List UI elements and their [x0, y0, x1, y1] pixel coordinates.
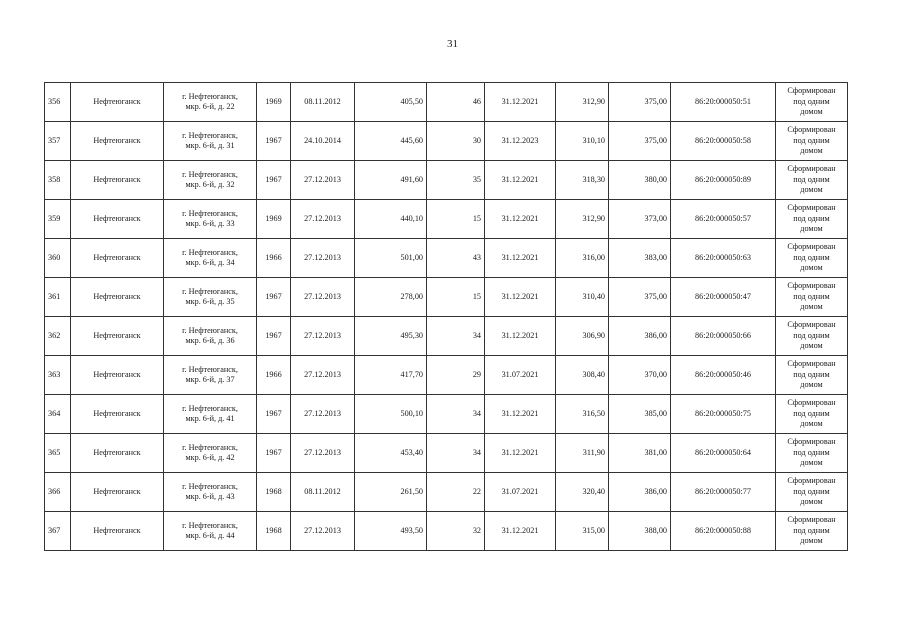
land-status-cell	[776, 317, 848, 356]
build-year-cell: 1966	[257, 356, 291, 395]
city-cell: Нефтеюганск	[71, 356, 164, 395]
resident-count-cell: 43	[427, 239, 485, 278]
value-1-cell: 308,40	[556, 356, 609, 395]
area-cell: 445,60	[355, 122, 427, 161]
address-line: г. Нефтеюганск,	[182, 481, 238, 491]
address-line: мкр. 6-й, д. 44	[185, 531, 235, 540]
land-status-line: Сформирован	[787, 125, 836, 135]
row-number-cell: 362	[45, 317, 71, 356]
cadastral-number-cell: 86:20:000050:66	[671, 317, 776, 356]
address-line: мкр. 6-й, д. 43	[185, 492, 235, 501]
cadastral-number-cell: 86:20:000050:58	[671, 122, 776, 161]
table-row	[45, 83, 848, 122]
address-cell	[164, 473, 257, 512]
deadline-date-cell: 31.12.2021	[485, 278, 556, 317]
land-status-line: под одним	[793, 96, 830, 106]
land-status-line: под одним	[793, 291, 830, 301]
city-cell: Нефтеюганск	[71, 83, 164, 122]
land-status-line: домом	[800, 263, 823, 273]
land-status-line: Сформирован	[787, 164, 836, 174]
decision-date-cell: 27.12.2013	[291, 434, 355, 473]
build-year-cell: 1967	[257, 317, 291, 356]
land-status-line: под одним	[793, 369, 830, 379]
city-cell: Нефтеюганск	[71, 395, 164, 434]
land-status-line: домом	[800, 458, 823, 468]
land-status-cell	[776, 434, 848, 473]
value-2-cell: 381,00	[609, 434, 671, 473]
land-status-cell	[776, 239, 848, 278]
deadline-date-cell: 31.12.2021	[485, 83, 556, 122]
address-line: мкр. 6-й, д. 42	[185, 453, 235, 462]
address-cell	[164, 395, 257, 434]
build-year-cell: 1967	[257, 434, 291, 473]
table-row	[45, 395, 848, 434]
area-cell: 501,00	[355, 239, 427, 278]
cadastral-number-cell: 86:20:000050:57	[671, 200, 776, 239]
land-status-cell	[776, 356, 848, 395]
area-cell: 405,50	[355, 83, 427, 122]
land-status-line: домом	[800, 380, 823, 390]
value-2-cell: 386,00	[609, 473, 671, 512]
address-cell	[164, 122, 257, 161]
decision-date-cell: 27.12.2013	[291, 200, 355, 239]
address-cell	[164, 200, 257, 239]
area-cell: 278,00	[355, 278, 427, 317]
land-status-line: домом	[800, 302, 823, 312]
address-line: мкр. 6-й, д. 22	[185, 102, 235, 111]
land-status-line: домом	[800, 536, 823, 546]
decision-date-cell: 27.12.2013	[291, 356, 355, 395]
address-line: г. Нефтеюганск,	[182, 91, 238, 101]
value-1-cell: 320,40	[556, 473, 609, 512]
value-2-cell: 373,00	[609, 200, 671, 239]
row-number-cell: 364	[45, 395, 71, 434]
cadastral-number-cell: 86:20:000050:77	[671, 473, 776, 512]
resident-count-cell: 15	[427, 200, 485, 239]
land-status-cell	[776, 395, 848, 434]
cadastral-number-cell: 86:20:000050:63	[671, 239, 776, 278]
deadline-date-cell: 31.12.2021	[485, 395, 556, 434]
row-number-cell: 357	[45, 122, 71, 161]
row-number-cell: 366	[45, 473, 71, 512]
build-year-cell: 1967	[257, 122, 291, 161]
address-cell	[164, 317, 257, 356]
cadastral-number-cell: 86:20:000050:64	[671, 434, 776, 473]
city-cell: Нефтеюганск	[71, 161, 164, 200]
address-line: г. Нефтеюганск,	[182, 364, 238, 374]
value-2-cell: 388,00	[609, 512, 671, 551]
address-cell	[164, 356, 257, 395]
land-status-line: под одним	[793, 447, 830, 457]
row-number-cell: 363	[45, 356, 71, 395]
address-line: г. Нефтеюганск,	[182, 325, 238, 335]
table-body	[45, 83, 848, 551]
land-status-line: под одним	[793, 135, 830, 145]
row-number-cell: 359	[45, 200, 71, 239]
row-number-cell: 361	[45, 278, 71, 317]
address-line: г. Нефтеюганск,	[182, 130, 238, 140]
value-1-cell: 316,50	[556, 395, 609, 434]
land-status-cell	[776, 200, 848, 239]
address-line: мкр. 6-й, д. 37	[185, 375, 235, 384]
resident-count-cell: 30	[427, 122, 485, 161]
value-2-cell: 380,00	[609, 161, 671, 200]
land-status-line: под одним	[793, 525, 830, 535]
value-1-cell: 316,00	[556, 239, 609, 278]
resident-count-cell: 29	[427, 356, 485, 395]
land-status-cell	[776, 161, 848, 200]
table-row	[45, 434, 848, 473]
address-cell	[164, 512, 257, 551]
value-1-cell: 312,90	[556, 200, 609, 239]
area-cell: 491,60	[355, 161, 427, 200]
city-cell: Нефтеюганск	[71, 200, 164, 239]
land-status-line: под одним	[793, 252, 830, 262]
resident-count-cell: 22	[427, 473, 485, 512]
address-line: г. Нефтеюганск,	[182, 169, 238, 179]
land-status-line: под одним	[793, 330, 830, 340]
land-status-line: Сформирован	[787, 359, 836, 369]
decision-date-cell: 08.11.2012	[291, 473, 355, 512]
build-year-cell: 1966	[257, 239, 291, 278]
address-cell	[164, 161, 257, 200]
cadastral-number-cell: 86:20:000050:89	[671, 161, 776, 200]
city-cell: Нефтеюганск	[71, 239, 164, 278]
build-year-cell: 1968	[257, 512, 291, 551]
decision-date-cell: 24.10.2014	[291, 122, 355, 161]
resident-count-cell: 35	[427, 161, 485, 200]
land-status-cell	[776, 122, 848, 161]
decision-date-cell: 27.12.2013	[291, 395, 355, 434]
resident-count-cell: 46	[427, 83, 485, 122]
table-row	[45, 356, 848, 395]
address-cell	[164, 434, 257, 473]
row-number-cell: 356	[45, 83, 71, 122]
city-cell: Нефтеюганск	[71, 512, 164, 551]
land-status-line: под одним	[793, 408, 830, 418]
land-status-line: Сформирован	[787, 437, 836, 447]
resident-count-cell: 34	[427, 317, 485, 356]
row-number-cell: 360	[45, 239, 71, 278]
area-cell: 453,40	[355, 434, 427, 473]
row-number-cell: 358	[45, 161, 71, 200]
value-1-cell: 306,90	[556, 317, 609, 356]
city-cell: Нефтеюганск	[71, 434, 164, 473]
address-cell	[164, 239, 257, 278]
table-row	[45, 473, 848, 512]
row-number-cell: 367	[45, 512, 71, 551]
land-status-line: Сформирован	[787, 86, 836, 96]
deadline-date-cell: 31.12.2021	[485, 200, 556, 239]
address-line: мкр. 6-й, д. 34	[185, 258, 235, 267]
cadastral-number-cell: 86:20:000050:46	[671, 356, 776, 395]
land-status-line: Сформирован	[787, 242, 836, 252]
value-1-cell: 315,00	[556, 512, 609, 551]
address-line: г. Нефтеюганск,	[182, 520, 238, 530]
row-number-cell: 365	[45, 434, 71, 473]
land-status-cell	[776, 512, 848, 551]
land-status-line: под одним	[793, 213, 830, 223]
land-status-line: домом	[800, 497, 823, 507]
deadline-date-cell: 31.07.2021	[485, 473, 556, 512]
address-line: г. Нефтеюганск,	[182, 247, 238, 257]
address-line: мкр. 6-й, д. 32	[185, 180, 235, 189]
land-status-line: домом	[800, 107, 823, 117]
build-year-cell: 1968	[257, 473, 291, 512]
city-cell: Нефтеюганск	[71, 473, 164, 512]
decision-date-cell: 27.12.2013	[291, 317, 355, 356]
resident-count-cell: 15	[427, 278, 485, 317]
resident-count-cell: 32	[427, 512, 485, 551]
decision-date-cell: 27.12.2013	[291, 239, 355, 278]
land-status-line: под одним	[793, 486, 830, 496]
cadastral-number-cell: 86:20:000050:51	[671, 83, 776, 122]
address-line: г. Нефтеюганск,	[182, 403, 238, 413]
area-cell: 261,50	[355, 473, 427, 512]
area-cell: 417,70	[355, 356, 427, 395]
table-row	[45, 122, 848, 161]
value-1-cell: 310,10	[556, 122, 609, 161]
build-year-cell: 1967	[257, 278, 291, 317]
address-cell	[164, 278, 257, 317]
deadline-date-cell: 31.12.2021	[485, 434, 556, 473]
land-status-line: Сформирован	[787, 281, 836, 291]
address-line: мкр. 6-й, д. 41	[185, 414, 235, 423]
cadastral-number-cell: 86:20:000050:88	[671, 512, 776, 551]
value-1-cell: 311,90	[556, 434, 609, 473]
land-status-line: Сформирован	[787, 476, 836, 486]
value-2-cell: 386,00	[609, 317, 671, 356]
area-cell: 495,30	[355, 317, 427, 356]
land-status-line: под одним	[793, 174, 830, 184]
table-row	[45, 200, 848, 239]
city-cell: Нефтеюганск	[71, 317, 164, 356]
value-2-cell: 375,00	[609, 122, 671, 161]
address-line: г. Нефтеюганск,	[182, 286, 238, 296]
decision-date-cell: 08.11.2012	[291, 83, 355, 122]
deadline-date-cell: 31.12.2023	[485, 122, 556, 161]
city-cell: Нефтеюганск	[71, 278, 164, 317]
table-row	[45, 317, 848, 356]
table-row	[45, 278, 848, 317]
land-status-cell	[776, 473, 848, 512]
value-2-cell: 370,00	[609, 356, 671, 395]
address-line: г. Нефтеюганск,	[182, 208, 238, 218]
table-row	[45, 512, 848, 551]
land-status-line: домом	[800, 146, 823, 156]
deadline-date-cell: 31.12.2021	[485, 239, 556, 278]
address-line: г. Нефтеюганск,	[182, 442, 238, 452]
decision-date-cell: 27.12.2013	[291, 512, 355, 551]
address-line: мкр. 6-й, д. 36	[185, 336, 235, 345]
address-line: мкр. 6-й, д. 33	[185, 219, 235, 228]
deadline-date-cell: 31.12.2021	[485, 512, 556, 551]
value-2-cell: 383,00	[609, 239, 671, 278]
cadastral-number-cell: 86:20:000050:47	[671, 278, 776, 317]
decision-date-cell: 27.12.2013	[291, 161, 355, 200]
decision-date-cell: 27.12.2013	[291, 278, 355, 317]
address-line: мкр. 6-й, д. 31	[185, 141, 235, 150]
land-status-line: домом	[800, 419, 823, 429]
area-cell: 500,10	[355, 395, 427, 434]
city-cell: Нефтеюганск	[71, 122, 164, 161]
land-status-line: домом	[800, 224, 823, 234]
table-row	[45, 161, 848, 200]
land-status-line: Сформирован	[787, 398, 836, 408]
value-1-cell: 318,30	[556, 161, 609, 200]
land-status-line: Сформирован	[787, 320, 836, 330]
area-cell: 440,10	[355, 200, 427, 239]
build-year-cell: 1969	[257, 200, 291, 239]
land-status-cell	[776, 83, 848, 122]
value-2-cell: 385,00	[609, 395, 671, 434]
build-year-cell: 1967	[257, 161, 291, 200]
value-1-cell: 312,90	[556, 83, 609, 122]
land-status-line: домом	[800, 185, 823, 195]
cadastral-number-cell: 86:20:000050:75	[671, 395, 776, 434]
page-number: 31	[447, 38, 458, 50]
housing-registry-table	[44, 82, 848, 551]
land-status-line: Сформирован	[787, 203, 836, 213]
deadline-date-cell: 31.07.2021	[485, 356, 556, 395]
value-2-cell: 375,00	[609, 278, 671, 317]
table-row	[45, 239, 848, 278]
land-status-cell	[776, 278, 848, 317]
land-status-line: домом	[800, 341, 823, 351]
value-1-cell: 310,40	[556, 278, 609, 317]
address-line: мкр. 6-й, д. 35	[185, 297, 235, 306]
area-cell: 493,50	[355, 512, 427, 551]
land-status-line: Сформирован	[787, 515, 836, 525]
deadline-date-cell: 31.12.2021	[485, 317, 556, 356]
build-year-cell: 1967	[257, 395, 291, 434]
deadline-date-cell: 31.12.2021	[485, 161, 556, 200]
resident-count-cell: 34	[427, 395, 485, 434]
build-year-cell: 1969	[257, 83, 291, 122]
value-2-cell: 375,00	[609, 83, 671, 122]
address-cell	[164, 83, 257, 122]
resident-count-cell: 34	[427, 434, 485, 473]
